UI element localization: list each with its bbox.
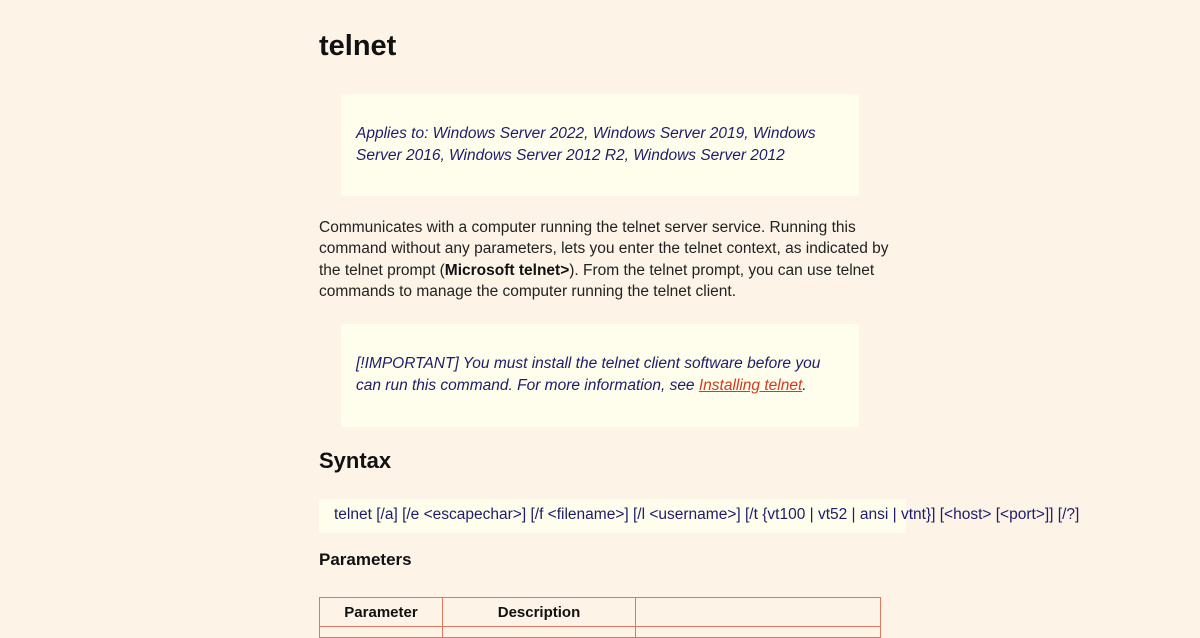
important-text: [!IMPORTANT] You must install the telnet client software before you can run this command. For more information, see [356, 355, 821, 394]
table-row [320, 627, 881, 638]
command-description [319, 217, 894, 302]
description-text-part1: Communicates with a computer running the telnet server service. Running this command without any parameters, lets you enter the telnet context, as indicated by the telnet prompt ( [319, 219, 889, 279]
syntax-heading: Syntax [319, 448, 392, 473]
parameters-heading: Parameters [319, 550, 412, 569]
applies-to-note [341, 94, 859, 196]
page-title: telnet [319, 30, 397, 62]
column-header-parameter: Parameter [320, 598, 443, 627]
table-cell [320, 627, 443, 638]
telnet-prompt-name: Microsoft telnet> [444, 261, 570, 279]
installing-telnet-link[interactable]: Installing telnet [698, 376, 803, 394]
table-cell [443, 627, 636, 638]
parameters-table [319, 597, 881, 638]
description-text-part2: ). From the telnet prompt, you can use telnet commands to manage the computer running the telnet client. [319, 261, 875, 300]
syntax-code-block[interactable] [319, 499, 1080, 533]
applies-to-text: Applies to: Windows Server 2022, Windows Server 2019, Windows Server 2016, Windows Server 2012 R2, Windows Server 2012 [356, 125, 816, 164]
table-cell [636, 627, 881, 638]
column-header-description: Description [443, 598, 636, 627]
table-header-row [320, 598, 881, 627]
important-note [341, 324, 859, 427]
important-suffix: . [802, 376, 807, 394]
syntax-code: telnet [/a] [/e <escapechar>] [/f <filename>] [/l <username>] [/t {vt100 | vt52 | ansi | vtnt}] [<host> [<port>]] [/?] [334, 506, 1080, 523]
column-header-empty [636, 598, 881, 627]
